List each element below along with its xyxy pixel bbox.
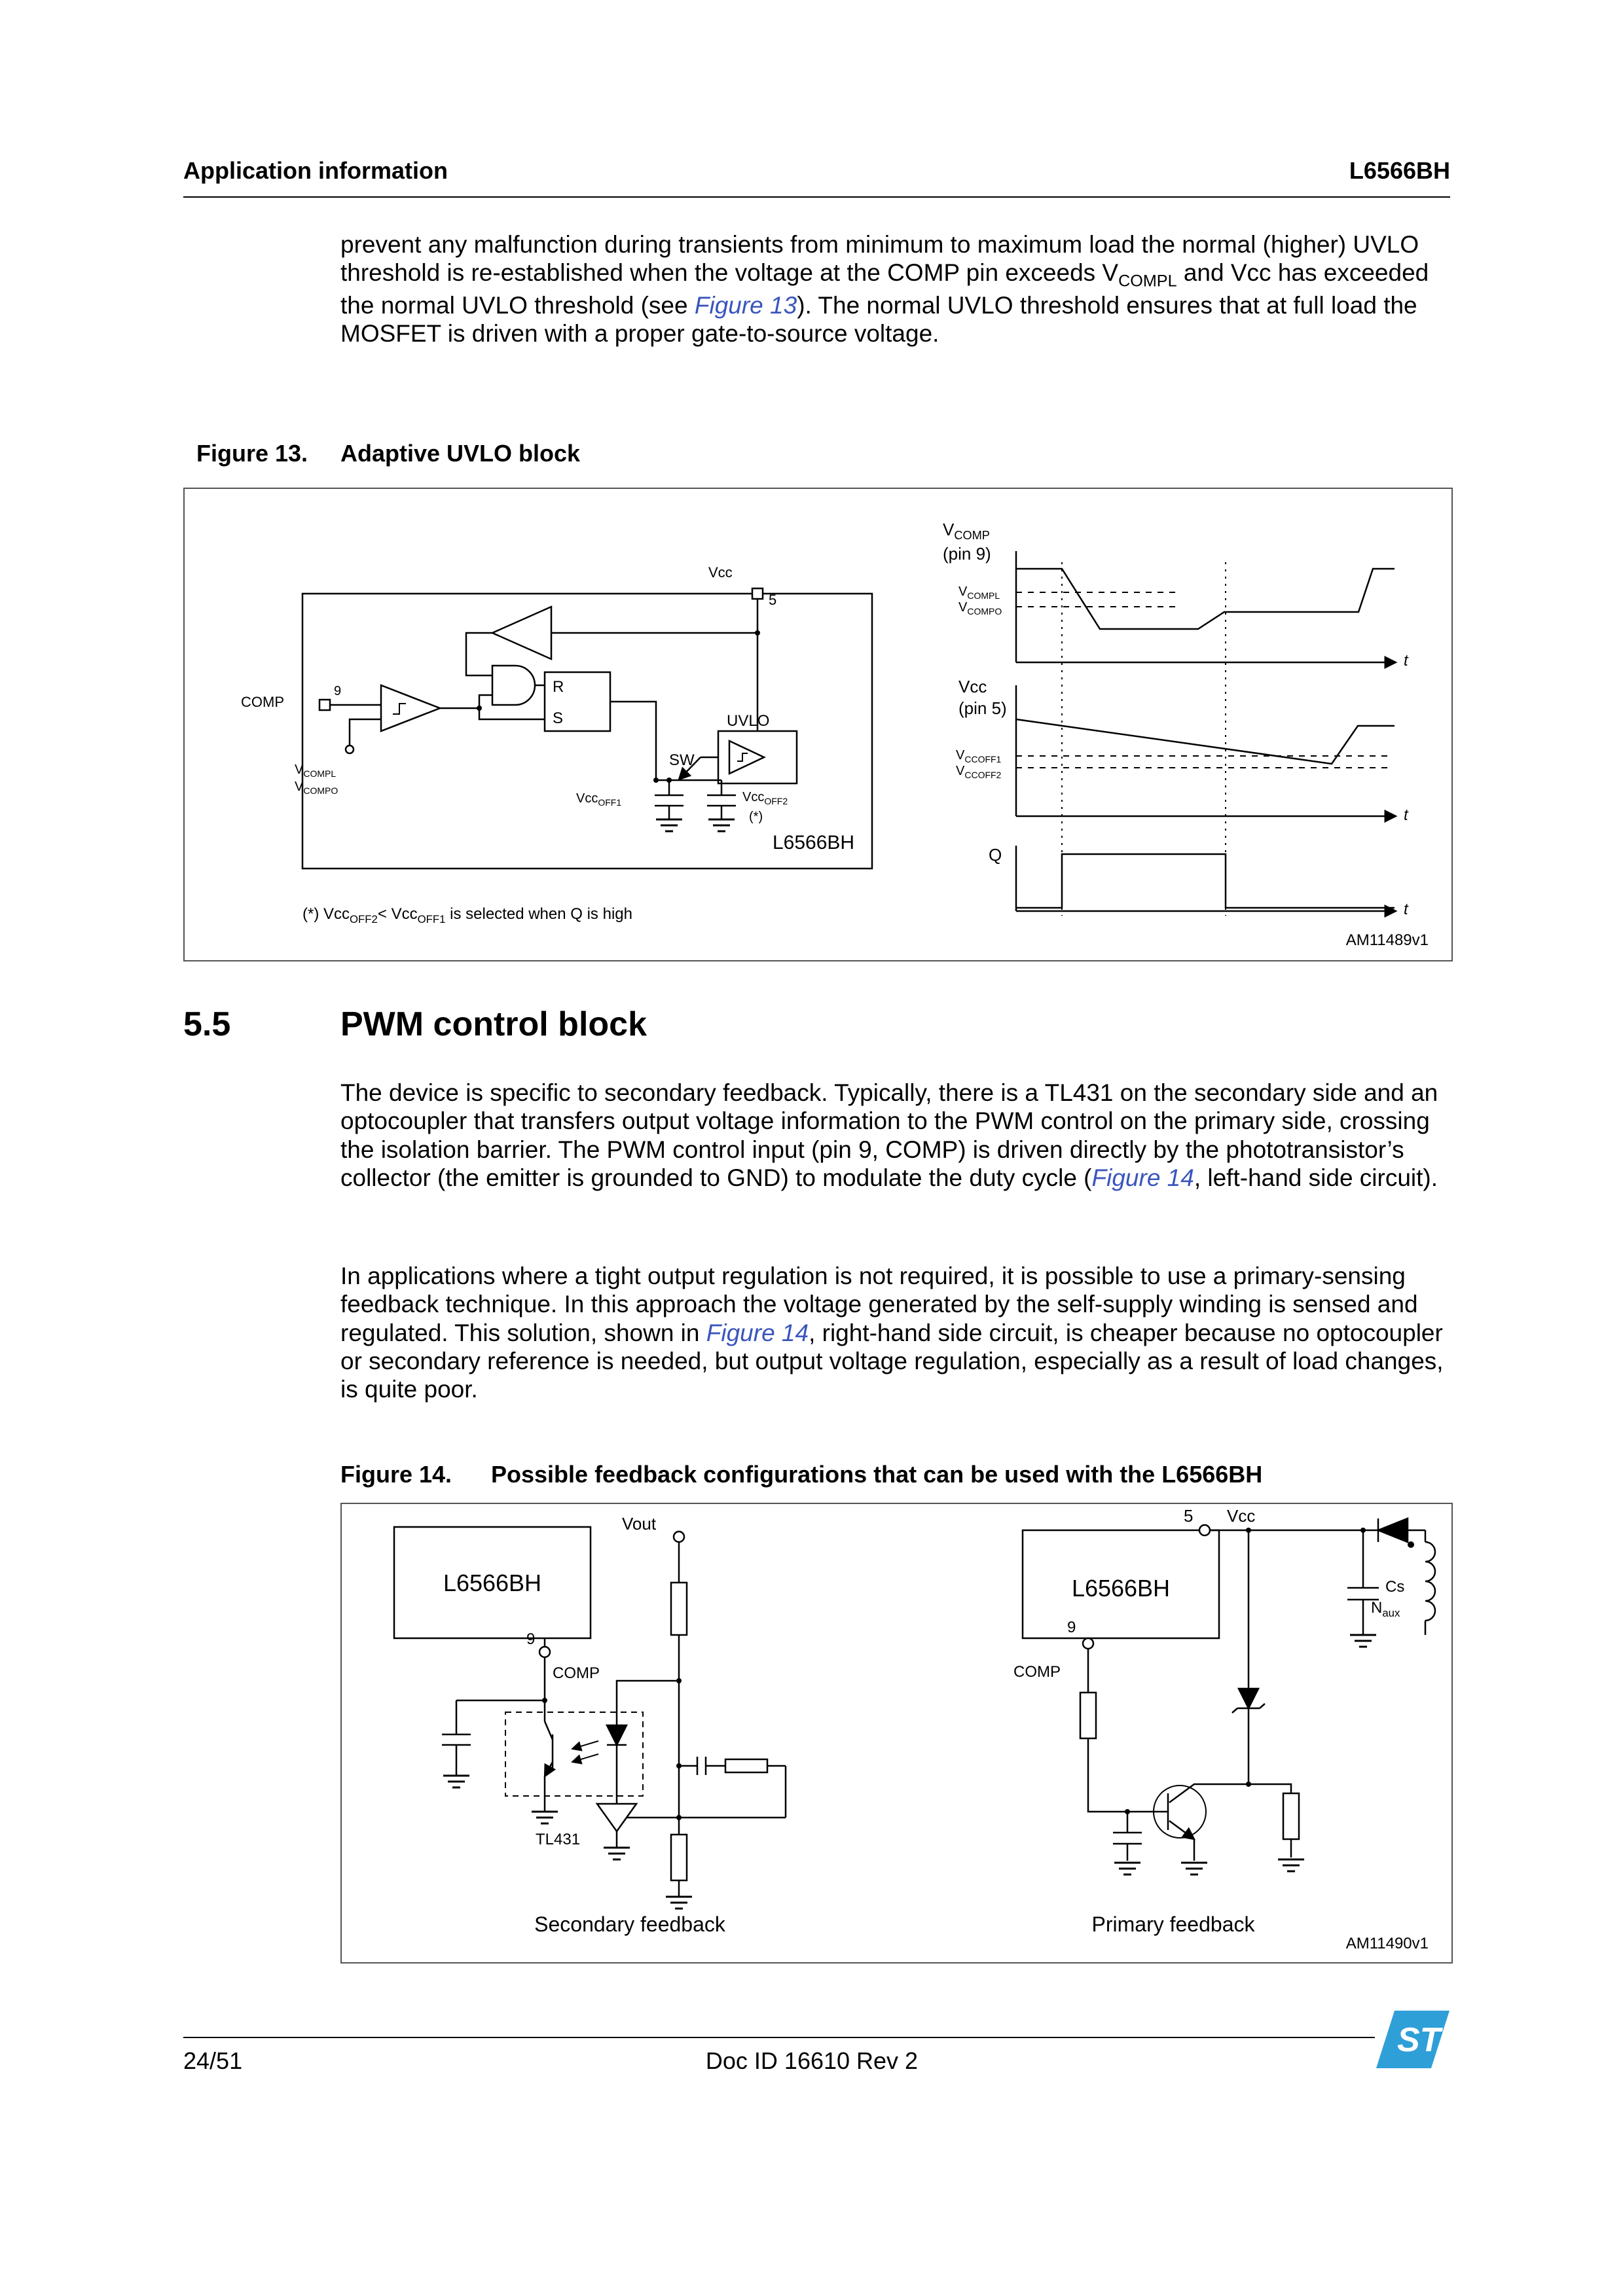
section-number: 5.5 [183,1005,231,1043]
footer-page-number: 24/51 [183,2047,243,2074]
uvlo-block-schematic [185,489,1451,960]
label-vcc: Vcc [708,564,733,581]
left-pin9: 9 [526,1630,536,1648]
footer-doc-id: Doc ID 16610 Rev 2 [705,2047,919,2074]
label-latch-r: R [553,678,564,696]
label-uvlo: UVLO [727,712,770,730]
right-comp: COMP [1013,1663,1061,1681]
label-chip-name: L6566BH [773,832,855,853]
footer-rule [183,2037,1450,2038]
label-pin9: 9 [334,684,342,698]
label-t1: t [1404,652,1408,670]
left-circuit-caption: Secondary feedback [534,1912,725,1936]
figure13-caption: Figure 13. Adaptive UVLO block [196,440,581,467]
figure13 [183,488,1453,961]
label-vccoff1: Vcc$_{OFF1}$ [576,791,622,808]
header-section-title: Application information [183,157,448,184]
left-tl431: TL431 [536,1831,581,1848]
label-t2: t [1404,806,1408,824]
figure13-footnote: (*) Vcc$_{OFF2}$< Vcc$_{OFF1}$ is selected when Q is high [302,905,632,925]
left-vout: Vout [622,1514,657,1534]
figure14-watermark: AM11490v1 [1345,1935,1429,1952]
right-pin9: 9 [1067,1619,1076,1636]
label-vccoff2-level: $V_{CCOFF2}$ [956,764,1002,780]
label-vcomp-axis: $V_{COMP}$ (pin 9) [943,520,991,564]
right-chip-name: L6566BH [1071,1575,1171,1602]
label-vccoff2: Vcc$_{OFF2}$ [742,790,788,806]
header-rule [183,196,1450,198]
pwm-paragraph-2: In applications where a tight output regulation is not required, it is possible to use a primary-sensing feedback technique. In this approach the voltage generated by the self-supply winding is sensed and regulated. This solution, shown in Figure 14, right-hand side circuit, is cheaper because no optocoupler or secondary reference is needed, but output voltage regulation, especially as a result of load changes, is quite poor. [340,1263,1444,1403]
label-vcompo-level: $V_{COMPO}$ [958,600,1002,617]
label-vcompl: $V_{COMPL}$ [295,762,337,779]
label-q-axis: Q [989,845,1002,865]
section-title: PWM control block [340,1005,647,1043]
st-logo [1375,2008,1451,2071]
right-pin5: 5 [1184,1506,1194,1526]
intro-paragraph: prevent any malfunction during transients from minimum to maximum load the normal (higher) UVLO threshold is re-established when the voltage at the COMP pin exceeds $V_{COMPL}$ and Vcc has exceeded the normal UVLO threshold (see Figure 13). The normal UVLO threshold ensures that at full load the MOSFET is driven with a proper gate-to-source voltage. [340,231,1429,348]
label-vccoff1-level: $V_{CCOFF1}$ [956,748,1002,764]
label-vcompo: $V_{COMPO}$ [295,780,338,796]
label-t3: t [1404,901,1408,918]
left-chip-name: L6566BH [443,1570,542,1596]
st-logo-text: ST [1397,2021,1441,2059]
figure14-link-1[interactable]: Figure 14 [1091,1164,1194,1191]
section-heading [183,1005,647,1044]
left-comp: COMP [553,1664,600,1682]
figure14-link-2[interactable]: Figure 14 [706,1319,809,1346]
right-cs: Cs [1385,1578,1405,1596]
right-circuit-caption: Primary feedback [1091,1912,1255,1936]
header-part-number: L6566BH [1349,157,1450,184]
right-vcc: Vcc [1227,1506,1256,1526]
label-pin5: 5 [769,592,777,608]
right-naux: $N_{aux}$ [1371,1599,1400,1619]
label-vcc-axis: Vcc (pin 5) [958,677,1007,718]
pwm-paragraph-1: The device is specific to secondary feedback. Typically, there is a TL431 on the secondary side and an optocoupler that transfers output voltage information to the PWM control on the primary side, crossing the isolation barrier. The PWM control input (pin 9, COMP) is driven directly by the phototransistor’s collector (the emitter is grounded to GND) to modulate the duty cycle (Figure 14, left-hand side circuit). [340,1079,1438,1191]
figure13-link[interactable]: Figure 13 [694,292,797,319]
label-comp: COMP [241,694,284,710]
label-vcompl-level: $V_{COMPL}$ [958,584,1000,601]
figure14-caption: Figure 14. Possible feedback configurations that can be used with the L6566BH [340,1461,1263,1488]
label-latch-s: S [553,709,564,727]
label-sw: SW [669,751,695,769]
st-logo-graphic [1375,2008,1451,2071]
label-star: (*) [749,810,763,824]
figure14 [340,1503,1453,1964]
figure13-watermark: AM11489v1 [1345,931,1429,949]
